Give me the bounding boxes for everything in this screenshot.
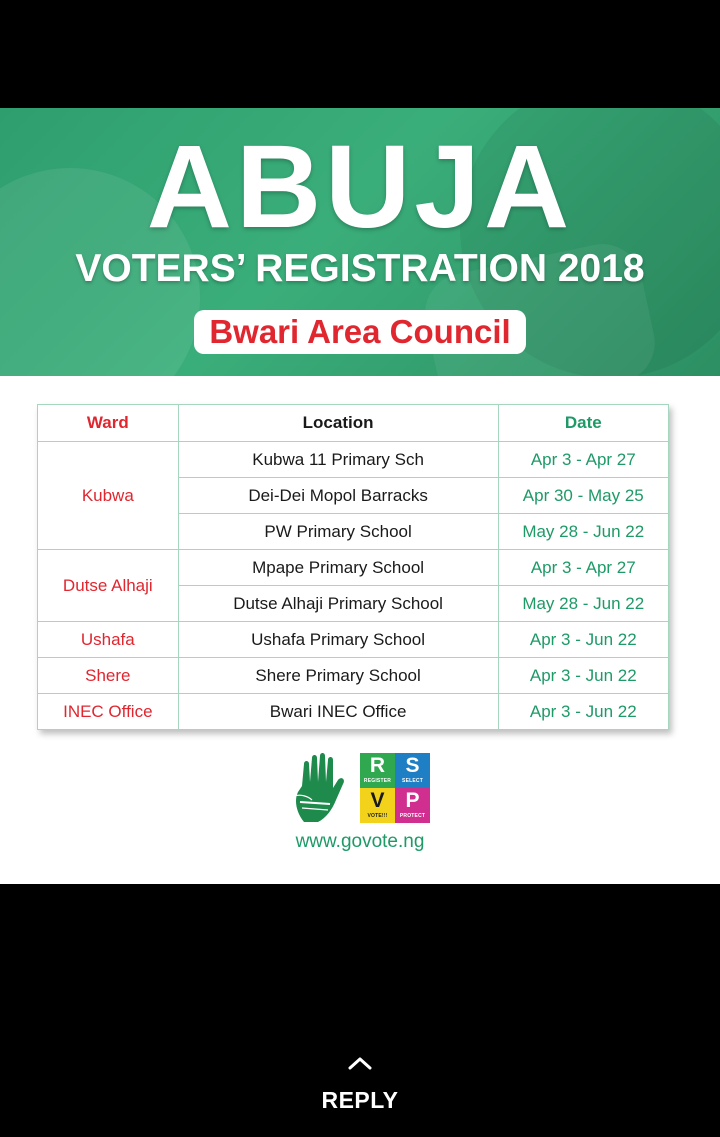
rsvp-letter: P <box>405 789 420 812</box>
date-cell: Apr 30 - May 25 <box>498 478 668 514</box>
rsvp-select-tile <box>395 753 430 788</box>
rsvp-word: VOTE!!! <box>367 813 388 819</box>
table-row <box>38 658 669 694</box>
date-cell: Apr 3 - Jun 22 <box>498 622 668 658</box>
rsvp-protect-tile <box>395 788 430 823</box>
rsvp-word: REGISTER <box>363 778 392 784</box>
rsvp-letter: S <box>405 754 420 777</box>
poster-image <box>0 108 720 884</box>
rsvp-word: SELECT <box>402 778 423 784</box>
location-cell: Ushafa Primary School <box>178 622 498 658</box>
header-date: Date <box>498 405 668 442</box>
date-cell: Apr 3 - Jun 22 <box>498 694 668 730</box>
poster-title: ABUJA <box>146 121 574 253</box>
ward-cell: Dutse Alhaji <box>38 550 179 622</box>
location-cell: Bwari INEC Office <box>178 694 498 730</box>
ward-cell: Ushafa <box>38 622 179 658</box>
rsvp-letter: V <box>370 789 385 812</box>
registration-table <box>37 404 669 730</box>
table-row <box>38 442 669 478</box>
location-cell: Mpape Primary School <box>178 550 498 586</box>
date-cell: Apr 3 - Apr 27 <box>498 550 668 586</box>
rsvp-word: PROTECT <box>399 813 426 819</box>
table-header-row <box>38 405 669 442</box>
date-cell: May 28 - Jun 22 <box>498 514 668 550</box>
banner <box>0 108 720 376</box>
website-url: www.govote.ng <box>295 831 425 852</box>
header-location: Location <box>178 405 498 442</box>
location-cell: Dutse Alhaji Primary School <box>178 586 498 622</box>
location-cell: PW Primary School <box>178 514 498 550</box>
ward-cell: Shere <box>38 658 179 694</box>
location-cell: Dei-Dei Mopol Barracks <box>178 478 498 514</box>
table-row <box>38 694 669 730</box>
reply-button[interactable] <box>0 1050 720 1130</box>
reply-label: REPLY <box>321 1087 399 1113</box>
ward-cell: INEC Office <box>38 694 179 730</box>
enough-is-enough-hand-logo <box>290 752 350 824</box>
header-ward: Ward <box>38 405 179 442</box>
poster-subtitle: VOTERS’ REGISTRATION 2018 <box>75 247 645 290</box>
rsvp-vote-tile <box>360 788 395 823</box>
table-row <box>38 622 669 658</box>
chevron-up-icon <box>348 1056 372 1070</box>
rsvp-register-tile <box>360 753 395 788</box>
date-cell: Apr 3 - Jun 22 <box>498 658 668 694</box>
rsvp-logo <box>360 753 430 823</box>
date-cell: May 28 - Jun 22 <box>498 586 668 622</box>
table-row <box>38 550 669 586</box>
location-cell: Kubwa 11 Primary Sch <box>178 442 498 478</box>
location-cell: Shere Primary School <box>178 658 498 694</box>
date-cell: Apr 3 - Apr 27 <box>498 442 668 478</box>
council-badge: Bwari Area Council <box>194 310 526 354</box>
ward-cell: Kubwa <box>38 442 179 550</box>
rsvp-letter: R <box>369 754 386 777</box>
